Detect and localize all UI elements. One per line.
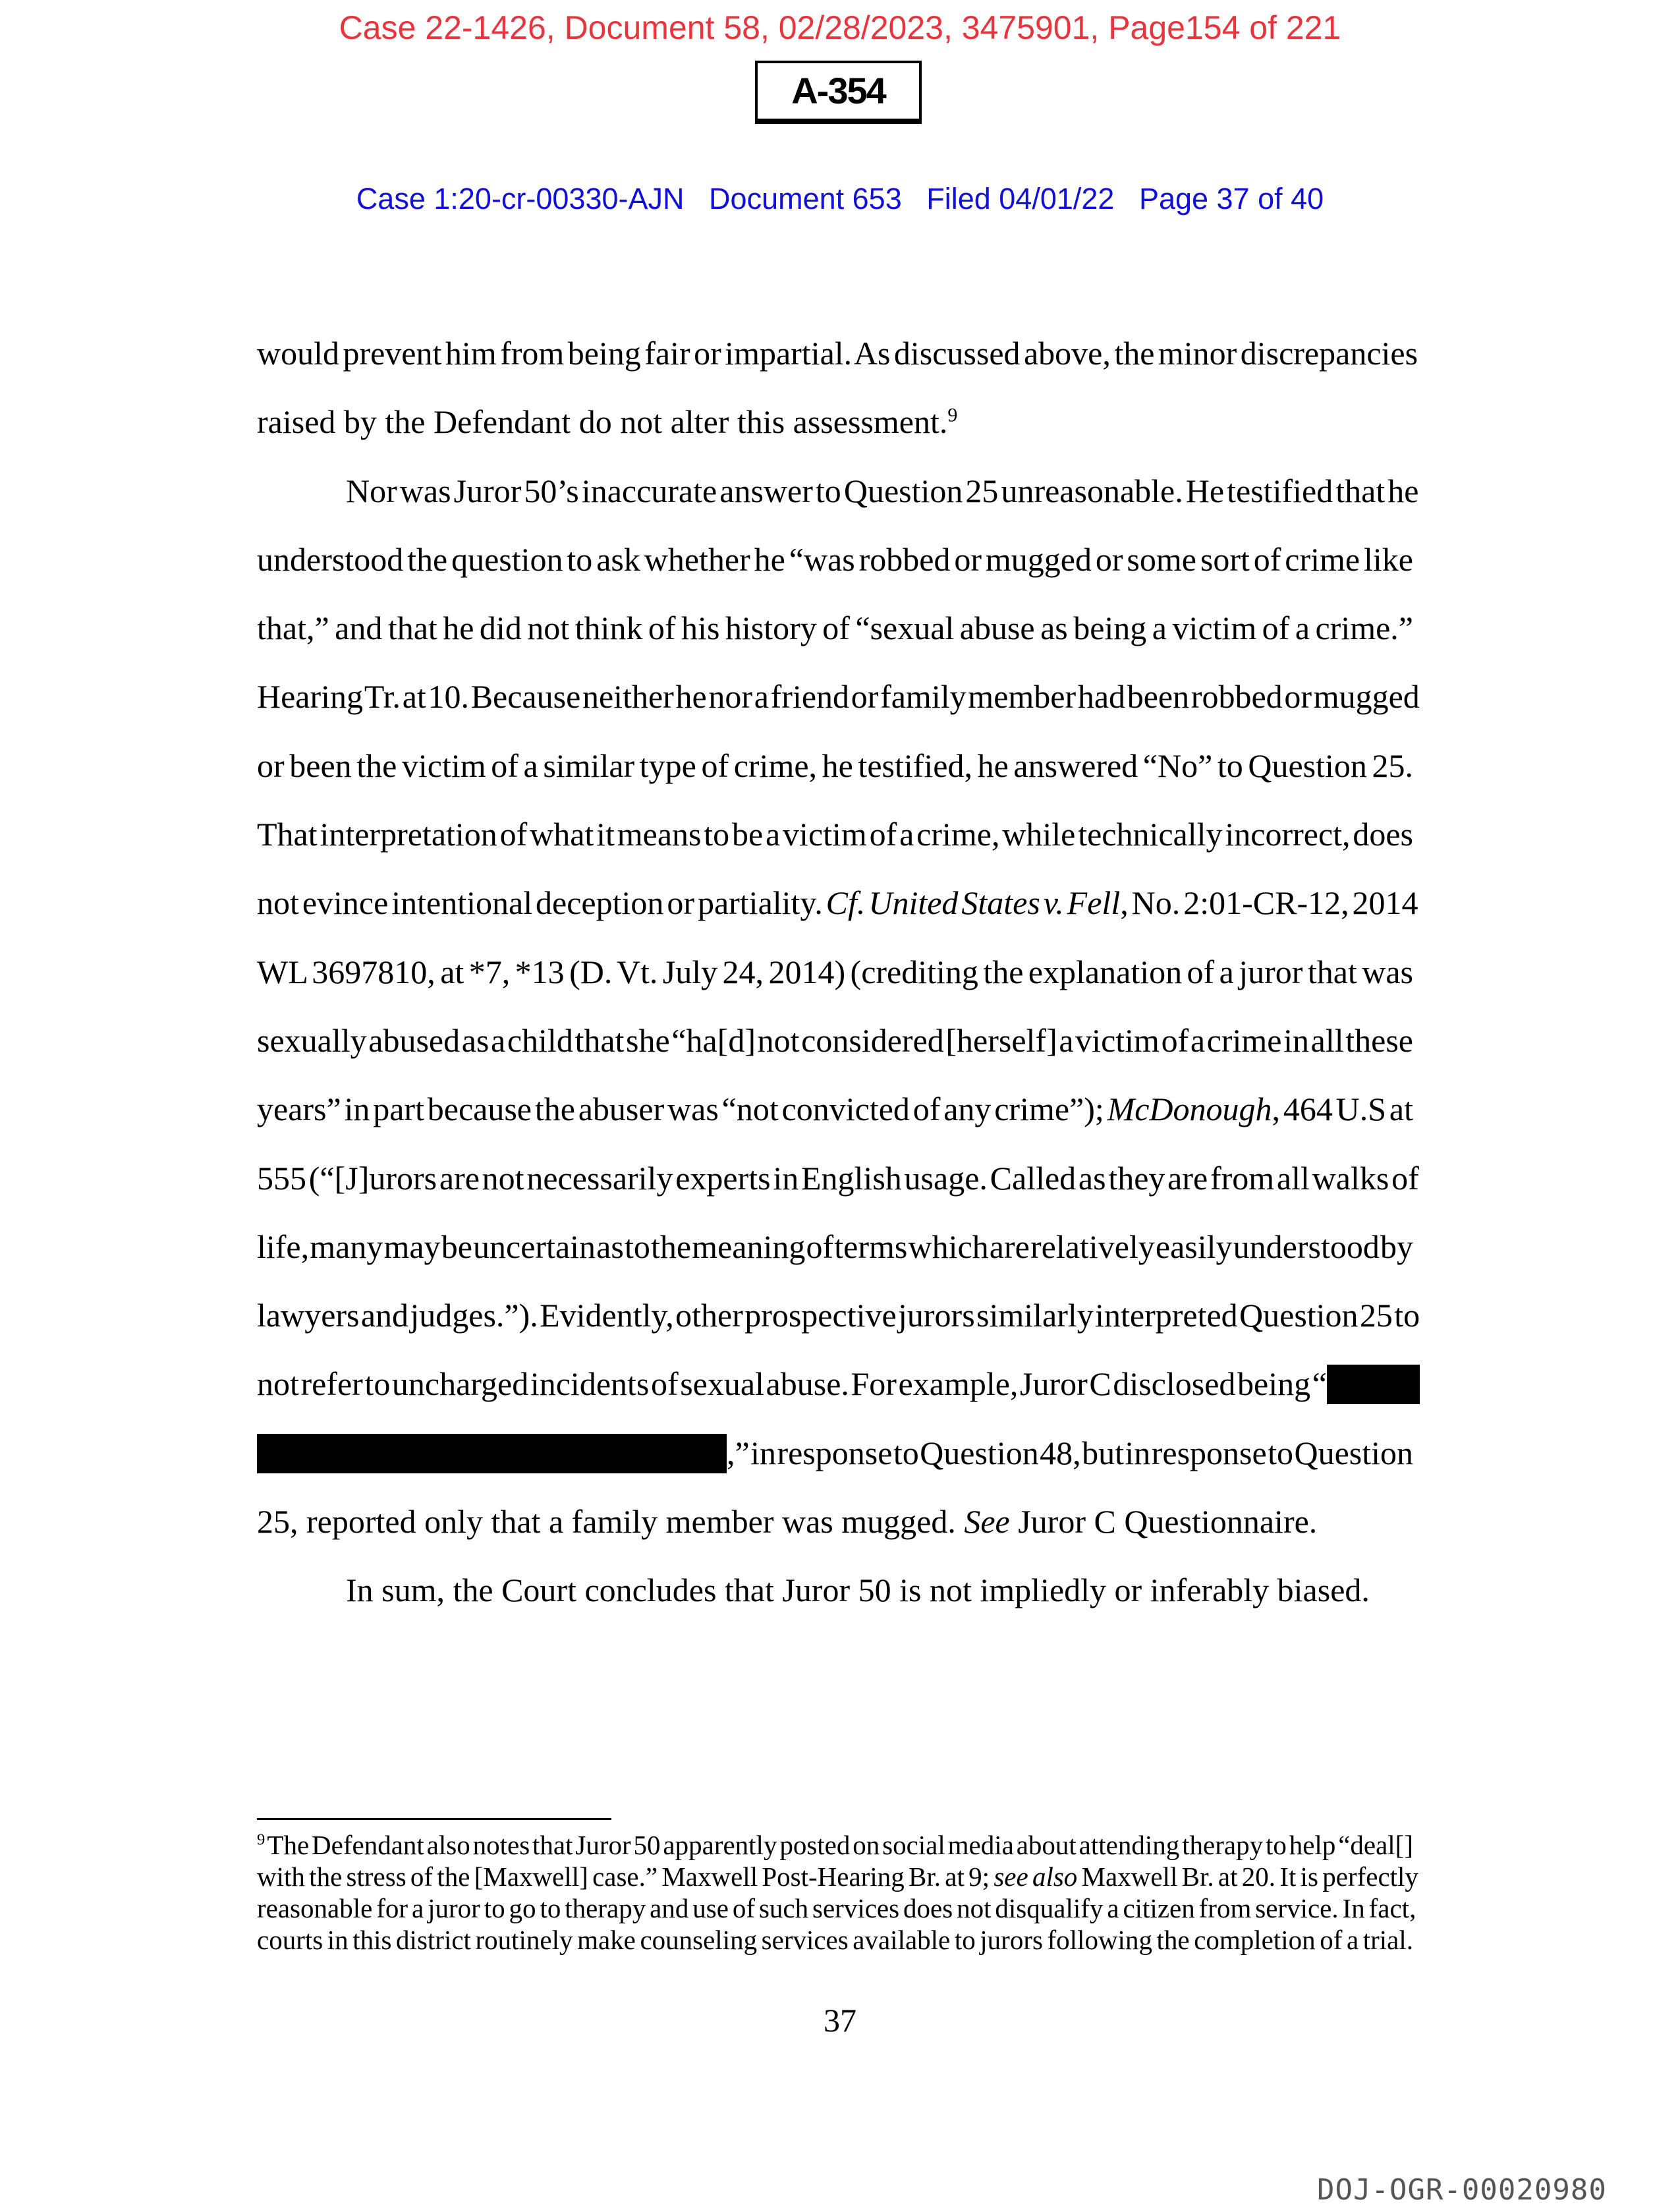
body-line-content (257, 335, 1418, 372)
body-line-content (257, 1091, 1413, 1127)
body-line (257, 332, 1418, 401)
italic-citation: Cf. United States v. Fell (826, 884, 1121, 922)
text-run: ,” in response to Question 48, but in response to Question (727, 1434, 1413, 1471)
bates-number: DOJ-OGR-00020980 (1317, 2173, 1607, 2207)
footnote-line (257, 1829, 1413, 1861)
body-line (257, 1432, 1413, 1500)
footnote-line (257, 1861, 1418, 1892)
text-run: sexually abused as a child that she “ha[d] not considered [herself] a victim of a crime in all these (257, 1021, 1413, 1059)
redaction-block (257, 1434, 727, 1473)
text-run: In sum, the Court concludes that Juror 50 is not impliedly or inferably biased. (346, 1572, 1370, 1609)
body-line-content (257, 1022, 1413, 1059)
body-line-content (257, 1297, 1420, 1334)
appeal-case-stamp: Case 22-1426, Document 58, 02/28/2023, 3475901, Page154 of 221 (339, 9, 1341, 46)
body-line-content (257, 816, 1413, 853)
footnote-divider (257, 1818, 611, 1820)
body-line (257, 813, 1413, 882)
body-line-content (257, 1160, 1419, 1197)
body-line-content (257, 1503, 1317, 1540)
body-line (257, 1569, 1413, 1637)
appendix-number-box: A-354 (755, 61, 922, 124)
body-line (257, 951, 1413, 1019)
footnote-line-content (257, 1830, 1413, 1860)
body-line (257, 1500, 1413, 1569)
italic-citation: See (964, 1503, 1010, 1541)
text-run: would prevent him from being fair or impartial. As discussed above, the minor discrepancies (257, 335, 1418, 372)
body-line (257, 1363, 1413, 1431)
footnotes (257, 1829, 1418, 1956)
text-run: or been the victim of a similar type of crime, he testified, he answered “No” to Question 25. (257, 747, 1413, 784)
body-line-content (257, 1365, 1420, 1402)
body-line-content (257, 884, 1418, 921)
text-run: with the stress of the [Maxwell] case.” Maxwell Post-Hearing Br. at 9; (257, 1861, 994, 1892)
text-run: raised by the Defendant do not alter this assessment. (257, 403, 948, 441)
text-run: years” in part because the abuser was “not convicted of any crime”); (257, 1091, 1107, 1128)
text-run: WL 3697810, at *7, *13 (D. Vt. July 24, 2014) (crediting the explanation of a juror that was (257, 953, 1413, 990)
text-run: The Defendant also notes that Juror 50 apparently posted on social media about attending therapy to help “deal[] (265, 1830, 1413, 1860)
text-run: not refer to uncharged incidents of sexual abuse. For example, Juror C disclosed being “ (257, 1365, 1327, 1403)
body-line (257, 882, 1418, 950)
italic-citation: see also (994, 1861, 1078, 1892)
text-run: understood the question to ask whether he “was robbed or mugged or some sort of crime like (257, 540, 1413, 578)
text-run: Juror C Questionnaire. (1009, 1503, 1318, 1541)
text-run: , No. 2:01-CR-12, 2014 (1120, 884, 1418, 922)
body-line (257, 1019, 1413, 1088)
text-run: 555 (“[J]urors are not necessarily experts in English usage. Called as they are from all walks of (257, 1159, 1419, 1197)
footnote-line-content (257, 1925, 1413, 1955)
body-line (257, 401, 1413, 469)
body-line (257, 1157, 1419, 1226)
text-run: That interpretation of what it means to be a victim of a crime, while technically incorrect, does (257, 816, 1413, 853)
text-run: life, many may be uncertain as to the meaning of terms which are relatively easily understood by (257, 1228, 1413, 1265)
body-text (257, 332, 1420, 1638)
body-line-content (346, 1572, 1370, 1608)
district-case-stamp: Case 1:20-cr-00330-AJN Document 653 Filed 04/01/22 Page 37 of 40 (356, 182, 1324, 215)
text-run: courts in this district routinely make counseling services available to jurors following the completion of a trial. (257, 1925, 1413, 1955)
page-number: 37 (824, 2002, 856, 2039)
italic-citation: McDonough (1107, 1091, 1272, 1128)
text-run: Hearing Tr. at 10. Because neither he nor a friend or family member had been robbed or mugged (257, 678, 1420, 716)
footnote-line-content (257, 1893, 1416, 1923)
text-run: Maxwell Br. at 20. It is perfectly (1077, 1861, 1418, 1892)
body-line-content (257, 610, 1413, 646)
body-line (257, 745, 1413, 813)
body-line (257, 675, 1420, 744)
footnote-line (257, 1892, 1416, 1924)
text-run: that,” and that he did not think of his history of “sexual abuse as being a victim of a crime.” (257, 610, 1413, 647)
footnote-line-content (257, 1861, 1418, 1892)
body-line-content (257, 747, 1413, 784)
footnote-marker: 9 (947, 404, 958, 426)
body-line (257, 1294, 1420, 1363)
body-line-content (257, 541, 1413, 578)
body-line-content (257, 678, 1420, 715)
text-run: reasonable for a juror to go to therapy and use of such services does not disqualify a citizen from service. In fact, (257, 1893, 1416, 1923)
body-line-content (257, 1228, 1413, 1265)
footnote-marker: 9 (257, 1830, 266, 1849)
body-line (257, 607, 1413, 675)
body-line (257, 470, 1419, 538)
body-line (257, 1088, 1413, 1156)
redaction-block (1327, 1365, 1420, 1404)
body-line (257, 1226, 1413, 1294)
text-run: 25, reported only that a family member was mugged. (257, 1503, 965, 1541)
footnote-line (257, 1924, 1413, 1956)
body-line-content (257, 403, 957, 440)
text-run: lawyers and judges.”). Evidently, other prospective jurors similarly interpreted Question 25 to (257, 1297, 1420, 1334)
body-line-content (346, 472, 1418, 509)
text-run: , 464 U.S at (1272, 1091, 1413, 1128)
body-line-content (257, 1434, 1413, 1471)
text-run: Nor was Juror 50’s inaccurate answer to Question 25 unreasonable. He testified that he (346, 472, 1419, 509)
body-line (257, 538, 1413, 607)
text-run: not evince intentional deception or partiality. (257, 884, 826, 922)
body-line-content (257, 953, 1413, 990)
